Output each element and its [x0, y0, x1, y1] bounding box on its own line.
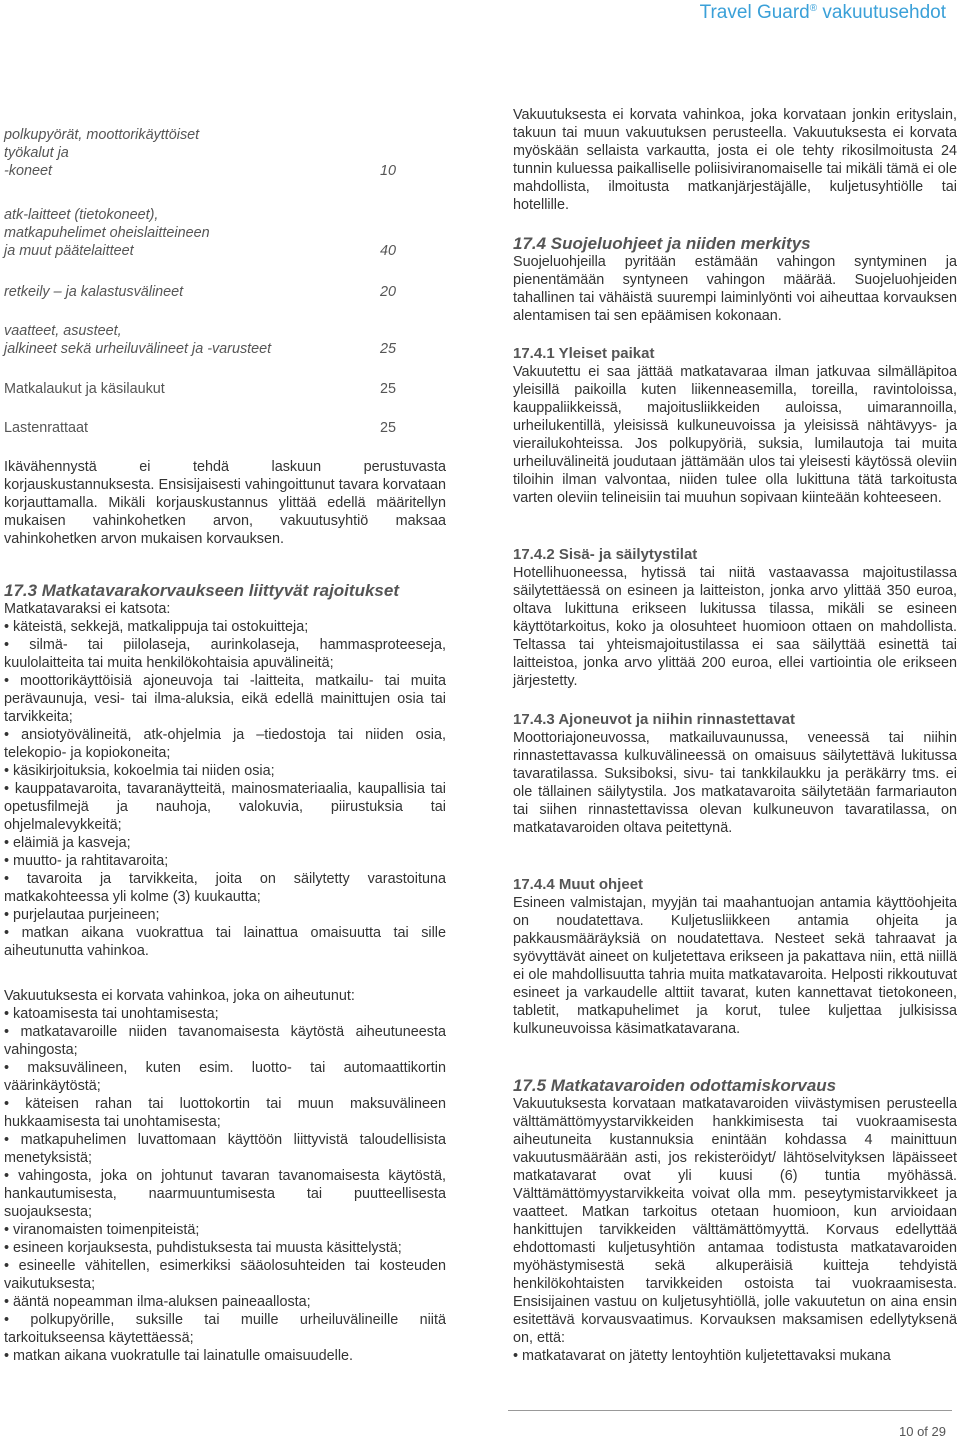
rate-row [4, 206, 396, 260]
rate-value: 25 [379, 420, 396, 436]
list-item: • esineelle vähitellen, esimerkiksi sääolosuhteiden tai kosteuden vaikutuksesta; [4, 1257, 446, 1293]
subsection-heading: 17.4.4 Muut ohjeet [513, 876, 644, 893]
list-item: • katoamisesta tai unohtamisesta; [4, 1005, 446, 1023]
list-item: • purjelautaa purjeineen; [4, 906, 446, 924]
rate-label: retkeily – ja kalastusvälineet [4, 284, 184, 300]
rate-label: Lastenrattaat [4, 420, 89, 436]
section-paragraph: Vakuutuksesta korvataan matkatavaroiden viivästymisen perusteella välttämättömyystarvikkeiden hankkimisesta tai vuokraamisesta aiheutuneita kustannuksia enintään kohdassa 4 mainittuun vakuutusmäärään asti, jos rekisteröidyt/ lähtöselvityksen läpäisseet matkatavarat ovat yli kuusi (6) tuntia myöhässä. Välttämättömyystarvikkeita voivat olla mm. peseytymistarvikkeet ja vaatteet. Matkan tarkoitus otetaan huomioon, kun arvioidaan hankittujen tarvikkeiden välttämättömyyttä. Korvaus edellyttää ehdottomasti kuljetusyhtiön antamaa todistusta matkatavaroiden myöhästymisestä sekä alkuperäisiä kuitteja tehdyistä henkilökohtaisten tarvikkeiden ostoista tai vuokraamisesta. Ensisijainen vastuu on kuljetusyhtiöllä, jolle vakuutetun on aina ensin esitettävä korvausvaatimus. Korvauksen maksamisen edellytyksenä on, että: [513, 1096, 957, 1346]
list-item: • matkatavarat on jätetty lentoyhtiön kuljetettavaksi mukana [513, 1347, 957, 1365]
list-item: • silmä- tai piilolaseja, aurinkolaseja, hammasproteeseja, kuulolaitteita tai muita henkilökohtaisia apuvälineitä; [4, 636, 446, 672]
list-item: • tavaroita ja tarvikkeita, joita on säilytetty varastoituna matkakohteessa yli kolme (3) kuukautta; [4, 870, 446, 906]
section-17-3 [4, 582, 446, 960]
section-heading: 17.3 Matkatavarakorvaukseen liittyvät rajoitukset [4, 581, 399, 600]
subsection-heading: 17.4.3 Ajoneuvot ja niihin rinnastettavat [513, 711, 796, 728]
right-column [513, 0, 957, 1442]
list-item: • moottorikäyttöisiä ajoneuvoja tai -laitteita, matkailu- tai muita perävaunuja, vesi- tai ilma-aluksia, eikä edellä mainittujen osia tai tarvikkeita; [4, 672, 446, 726]
rate-value: 40 [379, 243, 396, 259]
list-item: • kauppatavaroita, tavaranäytteitä, mainosmateriaalia, kaupallisia tai opetusfilmejä ja nauhoja, valokuvia, piirustuksia tai ohjelmalevykkeitä; [4, 780, 446, 834]
rate-label: ja muut päätelaitteet [4, 243, 134, 259]
age-deduction-paragraph: Ikävähennystä ei tehdä laskuun perustuvasta korjauskustannuksesta. Ensisijaisesti vahingoittunut tavara korvataan korjauttamalla. Mikäli korjauskustannus ylittää edellä määritellyn mukaisen vahinkohetken arvon, vakuutusyhtiö maksaa vahinkohetken arvon mukaisen korvauksen. [4, 459, 446, 547]
list-item: • maksuvälineen, kuten esim. luotto- tai automaattikortin väärinkäytöstä; [4, 1059, 446, 1095]
left-column [4, 0, 446, 1442]
rate-value: 10 [379, 163, 396, 179]
section-17-4-2 [513, 546, 957, 690]
section-paragraph: Moottoriajoneuvossa, matkailuvaunussa, veneessä tai niihin rinnastettavassa kulkuvälineessä on omaisuus säilytettävä lukitussa tavaratilassa. Suksiboksi, sivu- tai tankkilaukku ja peräkärry tms. ei ole tällainen säilytystila. Jos matkatavaroita säilytetään farmariauton tai siihen rinnastettavissa olevan kulkuneuvon tavaratilassa, on matkatavaroiden oltava peitettynä. [513, 730, 957, 836]
list-item: • matkapuhelimen luvattomaan käyttöön liittyvistä taloudellisista menetyksistä; [4, 1131, 446, 1167]
list-item: • matkatavaroille niiden tavanomaisesta käytöstä aiheutuneesta vahingosta; [4, 1023, 446, 1059]
list-item: • polkupyörille, suksille tai muille urheiluvälineille niitä tarkoitukseensa käytettäessä; [4, 1311, 446, 1347]
list-item: • viranomaisten toimenpiteistä; [4, 1221, 446, 1239]
section-paragraph: Suojeluohjeilla pyritään estämään vahingon syntyminen ja pienentämään syntyneen vahingon määrää. Suojeluohjeiden tahallinen tai vähäistä suurempi laiminlyönti voi aiheuttaa korvauksen alentamisen tai sen epäämisen kokonaan. [513, 254, 957, 324]
claims-paragraph: Vakuutuksesta ei korvata vahinkoa, joka korvataan jonkin erityslain, takuun tai muun vakuutuksen perusteella. Vakuutuksesta ei korvata myöskään sellaista varkautta, josta ei ole tehty rikosilmoitusta 24 tunnin kuluessa paikalliselle poliisiviranomaiselle tai mikäli tämä ei ole mahdollista, ilmoitusta matkanjärjestäjälle, kuljetusyhtiölle tai hotellille. [513, 107, 957, 213]
rate-label: matkapuhelimet oheislaitteineen [4, 225, 210, 241]
section-17-5 [513, 1077, 957, 1365]
section-17-4-4 [513, 876, 957, 1038]
list-item: • käteisen rahan tai luottokortin tai muun maksuvälineen hukkaamisesta tai unohtamisesta; [4, 1095, 446, 1131]
rate-label: Matkalaukut ja käsilaukut [4, 381, 165, 397]
list-item: • muutto- ja rahtitavaroita; [4, 852, 446, 870]
list-item: • ansiotyövälineitä, atk-ohjelmia ja –tiedostoja tai niiden osia, telekopio- ja kopiokoneita; [4, 726, 446, 762]
section-17-4-3 [513, 711, 957, 837]
rate-value: 20 [379, 284, 396, 300]
list-item: • ääntä nopeamman ilma-aluksen paineaallosta; [4, 1293, 446, 1311]
list-item: • esineen korjauksesta, puhdistuksesta tai muusta käsittelystä; [4, 1239, 446, 1257]
registered-mark: ® [809, 3, 818, 14]
rate-value: 25 [379, 341, 396, 357]
rate-label: polkupyörät, moottorikäyttöiset [4, 127, 200, 143]
rate-value: 25 [379, 381, 396, 397]
brand-suffix: vakuutusehdot [822, 2, 946, 23]
brand-name: Travel Guard [699, 2, 810, 23]
rate-row [4, 126, 396, 180]
rate-label: työkalut ja [4, 145, 69, 161]
section-paragraph: Esineen valmistajan, myyjän tai maahantuojan antamia käyttöohjeita on noudatettava. Kuljetusliikkeen antamia ohjeita ja pakkausmääräyksiä on noudatettava. Nesteet sekä tahraavat ja syövyttävät aineet on kuljetettava erikseen ja pakattava niin, että niillä ei ole mahdollisuutta tahria muita matkatavaroita. Helposti rikkoutuvat esineet ja varkaudelle alttiit tavarat, kuten kannettavat tietokoneen, tabletit, matkapuhelimet ja korut, tulee kuljettaa julkisissa kulkuneuvoissa käsimatkatavarana. [513, 895, 957, 1037]
exclusions-intro: Vakuutuksesta ei korvata vahinkoa, joka on aiheutunut: [4, 988, 355, 1004]
section-heading: 17.5 Matkatavaroiden odottamiskorvaus [513, 1076, 837, 1095]
rate-row [4, 380, 396, 398]
exclusions-block [4, 987, 446, 1365]
list-item: • matkan aikana vuokratulle tai lainatulle omaisuudelle. [4, 1347, 446, 1365]
list-item: • eläimiä ja kasveja; [4, 834, 446, 852]
rate-row [4, 283, 396, 301]
claims-paragraph-block [513, 106, 957, 214]
age-deduction-paragraph-block [4, 458, 446, 548]
section-paragraph: Hotellihuoneessa, hytissä tai niitä vastaavassa majoitustilassa säilytettäessä on esineen ja laitteiston, jonka arvo ylittää 350 euroa, oltava lukittuna erikseen lukitussa tilassa, mikäli se esineen käyttötarkoitus, koko ja olosuhteet huomioon ottaen on mahdollista. Teltassa tai yhteismajoitustilassa ei saa säilyttää esinettä tai laitteistoa, jonka arvo ylittää 200 euroa, ellei vartiointia ole erikseen järjestetty. [513, 565, 957, 689]
rate-row [4, 322, 396, 358]
rate-label: jalkineet sekä urheiluvälineet ja -varusteet [4, 341, 272, 357]
subsection-heading: 17.4.2 Sisä- ja säilytystilat [513, 546, 698, 563]
list-item: • vahingosta, joka on johtunut tavaran tavanomaisesta käytöstä, hankautumisesta, naarmuuntumisesta tai puutteellisesta suojauksesta; [4, 1167, 446, 1221]
section-17-4-1 [513, 345, 957, 507]
page-number: 10 of 29 [899, 1424, 946, 1439]
section-17-4 [513, 235, 957, 325]
list-item: • käsikirjoituksia, kokoelmia tai niiden osia; [4, 762, 446, 780]
list-item: • käteistä, sekkejä, matkalippuja tai ostokuitteja; [4, 618, 446, 636]
section-intro: Matkatavaraksi ei katsota: [4, 601, 171, 617]
rate-label: -koneet [4, 163, 52, 179]
list-item: • matkan aikana vuokrattua tai lainattua omaisuutta tai sille aiheutunutta vahinkoa. [4, 924, 446, 960]
rate-label: atk-laitteet (tietokoneet), [4, 207, 159, 223]
subsection-heading: 17.4.1 Yleiset paikat [513, 345, 655, 362]
rate-label: vaatteet, asusteet, [4, 323, 122, 339]
section-paragraph: Vakuutettu ei saa jättää matkatavaraa ilman jatkuvaa silmälläpitoa yleisillä paikoilla kuten liikenneasemilla, toreilla, ravintoloissa, kauppaliikkeissä, majoitusliikkeiden auloissa, uimarannoilla, urheilukentillä, yleisissä kulkuneuvoissa ja yleisissä nähtävyys- ja vierailukohteissa. Jos polkupyöriä, suksia, lumilautoja tai muita urheiluvälineitä joudutaan jättämään ulos tai yleisesti käytössä oleviin tiloihin ilman valvontaa, niiden tulee olla lukittuna tätä tarkoitusta varten oleviin telineisiin tai muuhun sopivaan kiinteään kohteeseen. [513, 364, 957, 506]
section-heading: 17.4 Suojeluohjeet ja niiden merkitys [513, 234, 811, 253]
rate-row [4, 419, 396, 437]
footer-divider [508, 1410, 952, 1411]
